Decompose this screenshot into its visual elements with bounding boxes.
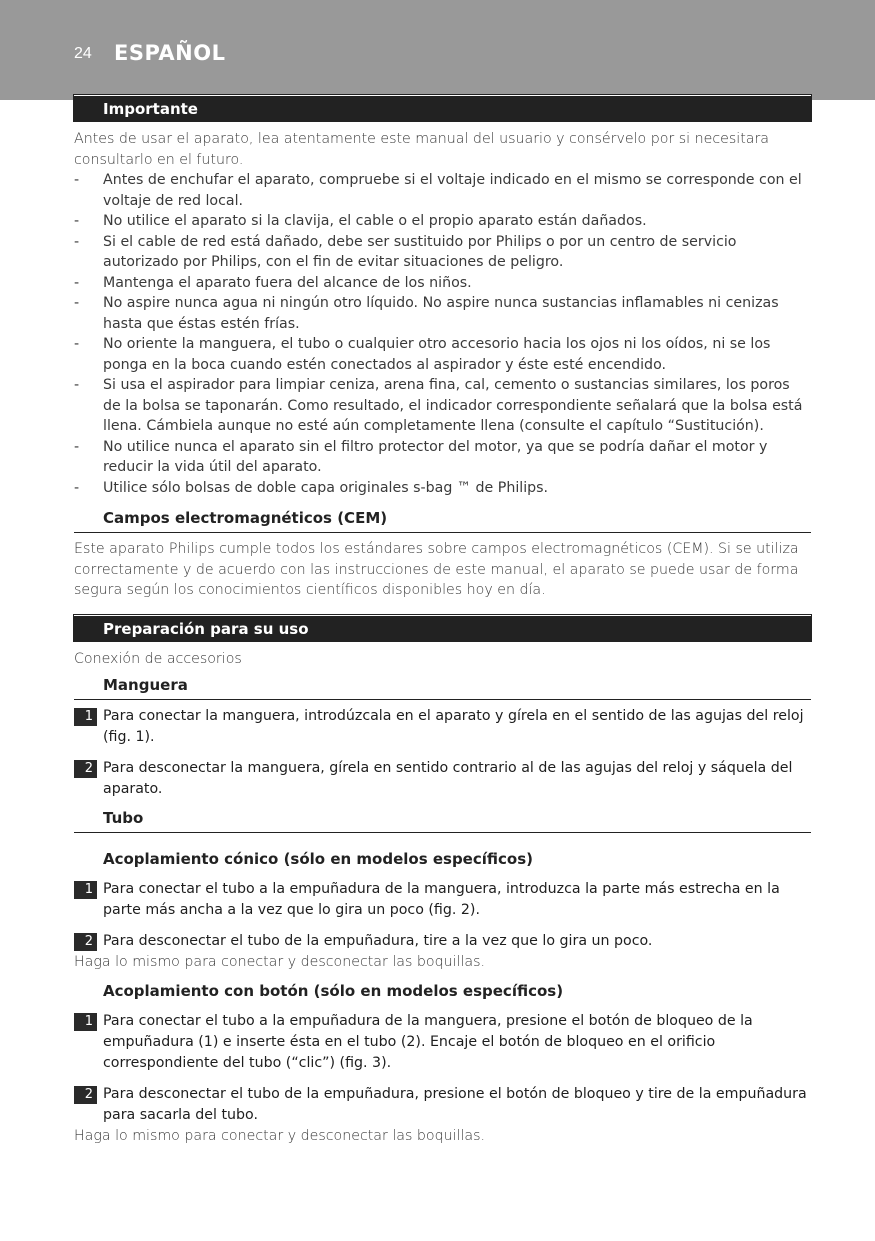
step-number-badge: 1: [74, 708, 97, 726]
subheading-acoplamiento-boton: Acoplamiento con botón (sólo en modelos específicos): [103, 981, 564, 1000]
list-item: - No oriente la manguera, el tubo o cualquier otro accesorio hacia los ojos ni los oídos, ni se los ponga en la boca cuando estén conectados al aspirador y éste esté encendido.: [74, 336, 771, 373]
page-number: 24: [74, 45, 92, 62]
step-item: 1 Para conectar el tubo a la empuñadura de la manguera, introduzca la parte más estrecha en la parte más ancha a la vez que lo gira un poco (fig. 2).: [74, 879, 811, 921]
document-body: [74, 95, 811, 1146]
step-number-badge: 2: [74, 1086, 97, 1104]
step-item: 2 Para desconectar la manguera, gírela en sentido contrario al de las agujas del reloj y sáquela del aparato.: [74, 758, 811, 800]
section-bar-importante: Importante: [74, 95, 811, 121]
importante-intro: Antes de usar el aparato, lea atentamente este manual del usuario y consérvelo por si necesitara consultarlo en el futuro.: [74, 131, 769, 168]
list-item: - Si usa el aspirador para limpiar ceniza, arena fina, cal, cemento o sustancias similares, los poros de la bolsa se taponarán. Como resultado, el indicador correspondiente señalará que la bolsa está llena. Cámbiela aunque no esté aún completamente llena (consulte el capítulo “Sustitución).: [74, 377, 803, 434]
subheading-cem: Campos electromagnéticos (CEM): [74, 508, 811, 533]
step-item: 2 Para desconectar el tubo de la empuñadura, presione el botón de bloqueo y tire de la empuñadura para sacarla del tubo.: [74, 1084, 811, 1126]
language-heading: ESPAÑOL: [114, 41, 226, 65]
subheading-tubo: Tubo: [74, 808, 811, 833]
importante-bullet-list: [74, 170, 811, 498]
section-bar-preparacion: Preparación para su uso: [74, 615, 811, 641]
list-item: - Utilice sólo bolsas de doble capa originales s-bag ™ de Philips.: [74, 479, 549, 496]
page-header: [0, 0, 875, 100]
step-number-badge: 1: [74, 881, 97, 899]
step-item: 1 Para conectar el tubo a la empuñadura de la manguera, presione el botón de bloqueo de la empuñadura (1) e inserte ésta en el tubo (2). Encaje el botón de bloqueo en el orificio correspondiente del tubo (“clic”) (fig. 3).: [74, 1011, 811, 1074]
step-item: 1 Para conectar la manguera, introdúzcala en el aparato y gírela en el sentido de las agujas del reloj (fig. 1).: [74, 706, 811, 748]
preparacion-intro: Conexión de accesorios: [74, 650, 242, 667]
list-item: - No utilice el aparato si la clavija, el cable o el propio aparato están dañados.: [74, 213, 647, 229]
step-number-badge: 2: [74, 760, 97, 778]
step-item: 2 Para desconectar el tubo de la empuñadura, tire a la vez que lo gira un poco.: [74, 931, 811, 952]
step-number-badge: 2: [74, 933, 97, 951]
conico-note: Haga lo mismo para conectar y desconectar las boquillas.: [74, 954, 485, 970]
subheading-acoplamiento-conico: Acoplamiento cónico (sólo en modelos específicos): [103, 850, 533, 868]
cem-text: Este aparato Philips cumple todos los estándares sobre campos electromagnéticos (CEM). Si se utiliza correctamente y de acuerdo con las instrucciones de este manual, el aparato se puede usar de forma segura según los conocimientos científicos disponibles hoy en día.: [74, 541, 799, 598]
boton-note: Haga lo mismo para conectar y desconectar las boquillas.: [74, 1127, 485, 1144]
list-item: - Mantenga el aparato fuera del alcance de los niños.: [74, 274, 472, 291]
list-item: - No utilice nunca el aparato sin el filtro protector del motor, ya que se podría dañar el motor y reducir la vida útil del aparato.: [74, 438, 768, 475]
list-item: - Antes de enchufar el aparato, compruebe si el voltaje indicado en el mismo se corresponde con el voltaje de red local.: [74, 172, 802, 209]
subheading-manguera: Manguera: [74, 675, 811, 700]
list-item: - No aspire nunca agua ni ningún otro líquido. No aspire nunca sustancias inflamables ni cenizas hasta que éstas estén frías.: [74, 295, 779, 332]
step-number-badge: 1: [74, 1013, 97, 1031]
list-item: - Si el cable de red está dañado, debe ser sustituido por Philips o por un centro de servicio autorizado por Philips, con el fin de evitar situaciones de peligro.: [74, 233, 737, 270]
